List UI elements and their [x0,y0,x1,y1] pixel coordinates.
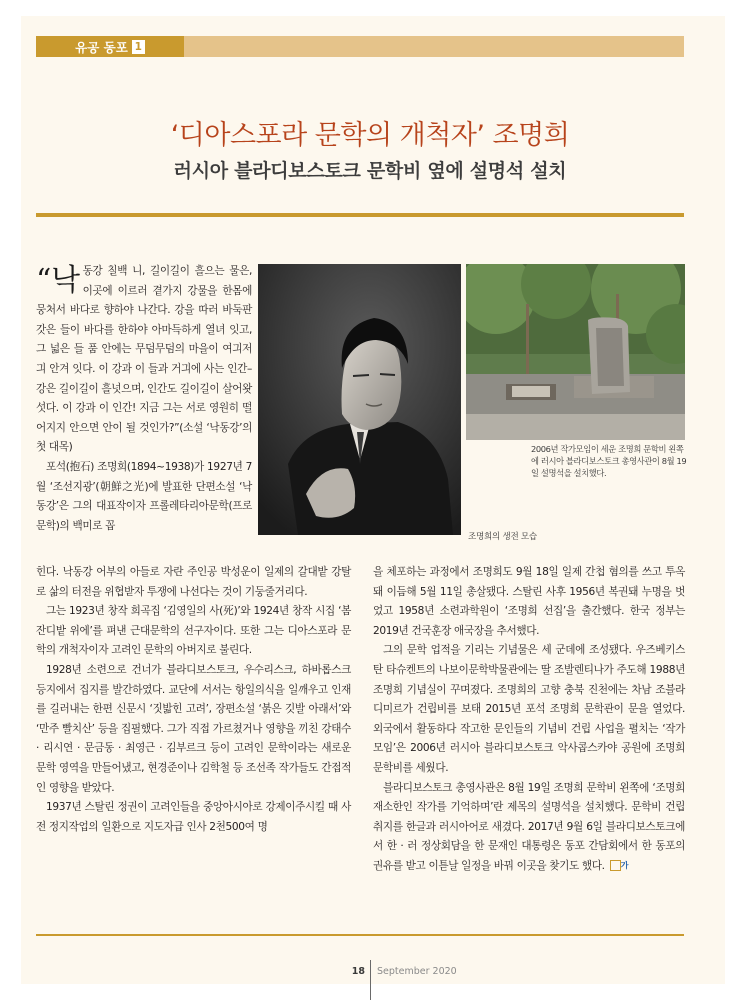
body-paragraph: 그의 문학 업적을 기리는 기념물은 세 군데에 조성됐다. 우즈베키스탄 타슈켄트의 나보이문학박물관에는 딸 조발렌티나가 주도해 1988년 조명희 기념실이 꾸며졌다. 조명희의 고향 충북 진천에는 차남 조블라디미르가 건립비를 보태 2015년 포석 조명희 문학관이 문을 열었다. 외국에서 활동하다 작고한 문인들의 기념비 건립 사업을 펼치는 ‘작가모임’은 2006년 러시아 블라디보스토크 악사콥스카야 공원에 조명희 문학비를 세웠다. [373,644,685,774]
section-label-text: 유공 동포 [75,39,128,55]
body-paragraph: 그는 1923년 창작 희곡집 ‘김영일의 사(死)’와 1924년 창작 시집 ‘봄 잔디밭 위에’를 펴낸 근대문학의 선구자이다. 또한 그는 디아스포라 문학의 개척자이자 고려인 문학의 아버지로 불린다. [36,605,351,657]
body-column-right [373,563,685,877]
portrait-image [258,264,461,535]
lead-paragraph-text: 동강 칠백 니, 길이길이 흘으는 물은, 이곳에 이르러 곁가지 강물을 한몸에 뭉처서 바다로 향하야 나간다. 강을 따러 바둑판 갓은 들이 바다를 한하야 아마득하게 열녀 잇고, 그 넓은 들 품 안에는 무덤무덤의 마을이 여긔저긔 안겨 잇다. 이 강과 이 들과 거긔에 사는 인간–강은 길이길이 흘넛으며, 인간도 길이길이 살어왓섯다. 이 강과 이 인간! 지금 그는 서로 영원히 떨어지지 안으면 안이 될 것인가?”(소설 ‘낙동강’의 첫 대목) [36,265,252,454]
monument-image [466,264,685,440]
page-number: 18 [351,966,365,977]
body-paragraph: 1928년 소련으로 건너가 블라디보스토크, 우수리스크, 하바롭스크 등지에서 집지를 발간하였다. 교단에 서서는 항일의식을 일깨우고 인재를 길러내는 한편 신문시 ‘짓밟힌 고려’, 장편소설 ‘붉은 깃발 아래서’와 ‘만주 빨치산’ 등을 집필했다. 그가 직접 가르쳤거나 영향을 끼친 강태수 · 리시연 · 문금동 · 최영근 · 김부르크 등이 고려인 문학이라는 새로운 문학 영역을 만들어냈고, 현경준이나 김학철 등 조선족 작가들도 간접적인 영향을 받았다. [36,663,351,794]
lead-paragraph [36,262,252,458]
section-number: 1 [132,40,145,54]
body-paragraph: 힌다. 낙동강 어부의 아들로 자란 주인공 박성운이 일제의 갈대밭 강탈로 삶의 터전을 위협받자 투쟁에 나선다는 것이 기둥줄거리다. [36,566,351,598]
lead-paragraph-2: 포석(抱石) 조명희(1894~1938)가 1927년 7월 ‘조선지광’(朝鮮之光)에 발표한 단편소설 ‘낙동강’은 그의 대표작이자 프롤레타리아문학(프로문학)의 백미로 꼽 [36,460,252,532]
body-paragraph [373,779,685,877]
page-footer [0,966,740,986]
lead-column [36,262,252,536]
body-paragraph: 을 체포하는 과정에서 조명희도 9월 18일 일제 간첩 혐의를 쓰고 투옥돼 이듬해 5월 11일 총살됐다. 스탈린 사후 1956년 복권돼 누명을 벗었고 1958년 소련과학원이 ‘조명희 선집’을 출간했다. 한국 정부는 2019년 건국훈장 애국장을 추서했다. [373,566,685,637]
portrait-caption: 조명희의 생전 모습 [468,532,537,542]
body-column-left [36,563,351,837]
bottom-divider [36,934,684,936]
footer-divider [370,960,371,1000]
issue-date: September 2020 [377,966,457,977]
article-subtitle: 러시아 블라디보스토크 문학비 옆에 설명석 설치 [173,160,567,182]
monument-photo [466,264,685,440]
section-header-bar [36,36,684,57]
body-paragraph: 1937년 스탈린 정권이 고려인들을 중앙아시아로 강제이주시킬 때 사전 정지작업의 일환으로 지도자급 인사 2천500여 명 [36,801,351,833]
title-divider [36,213,684,217]
body-paragraph-text: 블라디보스토크 총영사관은 8월 19일 조명희 문학비 왼쪽에 ‘조명희 재소한인 작가를 기억하며’란 제목의 설명석을 설치했다. 문학비 건립 취지를 한글과 러시아어로 새겼다. 2017년 9월 6일 블라디보스토크에서 한 · 러 정상회담을 한 문재인 대통령은 동포 간담회에서 한 동포의 권유를 받고 이튿날 일정을 바꿔 이곳을 찾기도 했다. [373,781,685,872]
drop-cap: “낙 [36,263,80,298]
monument-caption: 2006년 작가모임이 세운 조명희 문학비 왼쪽에 러시아 블라디보스토크 총영사관이 8월 19일 설명석을 설치했다. [531,444,687,478]
section-label [36,36,184,57]
article-title: ‘디아스포라 문학의 개척자’ 조명희 [170,120,570,151]
portrait-photo [258,264,461,535]
end-mark-icon: 가 [610,860,621,871]
